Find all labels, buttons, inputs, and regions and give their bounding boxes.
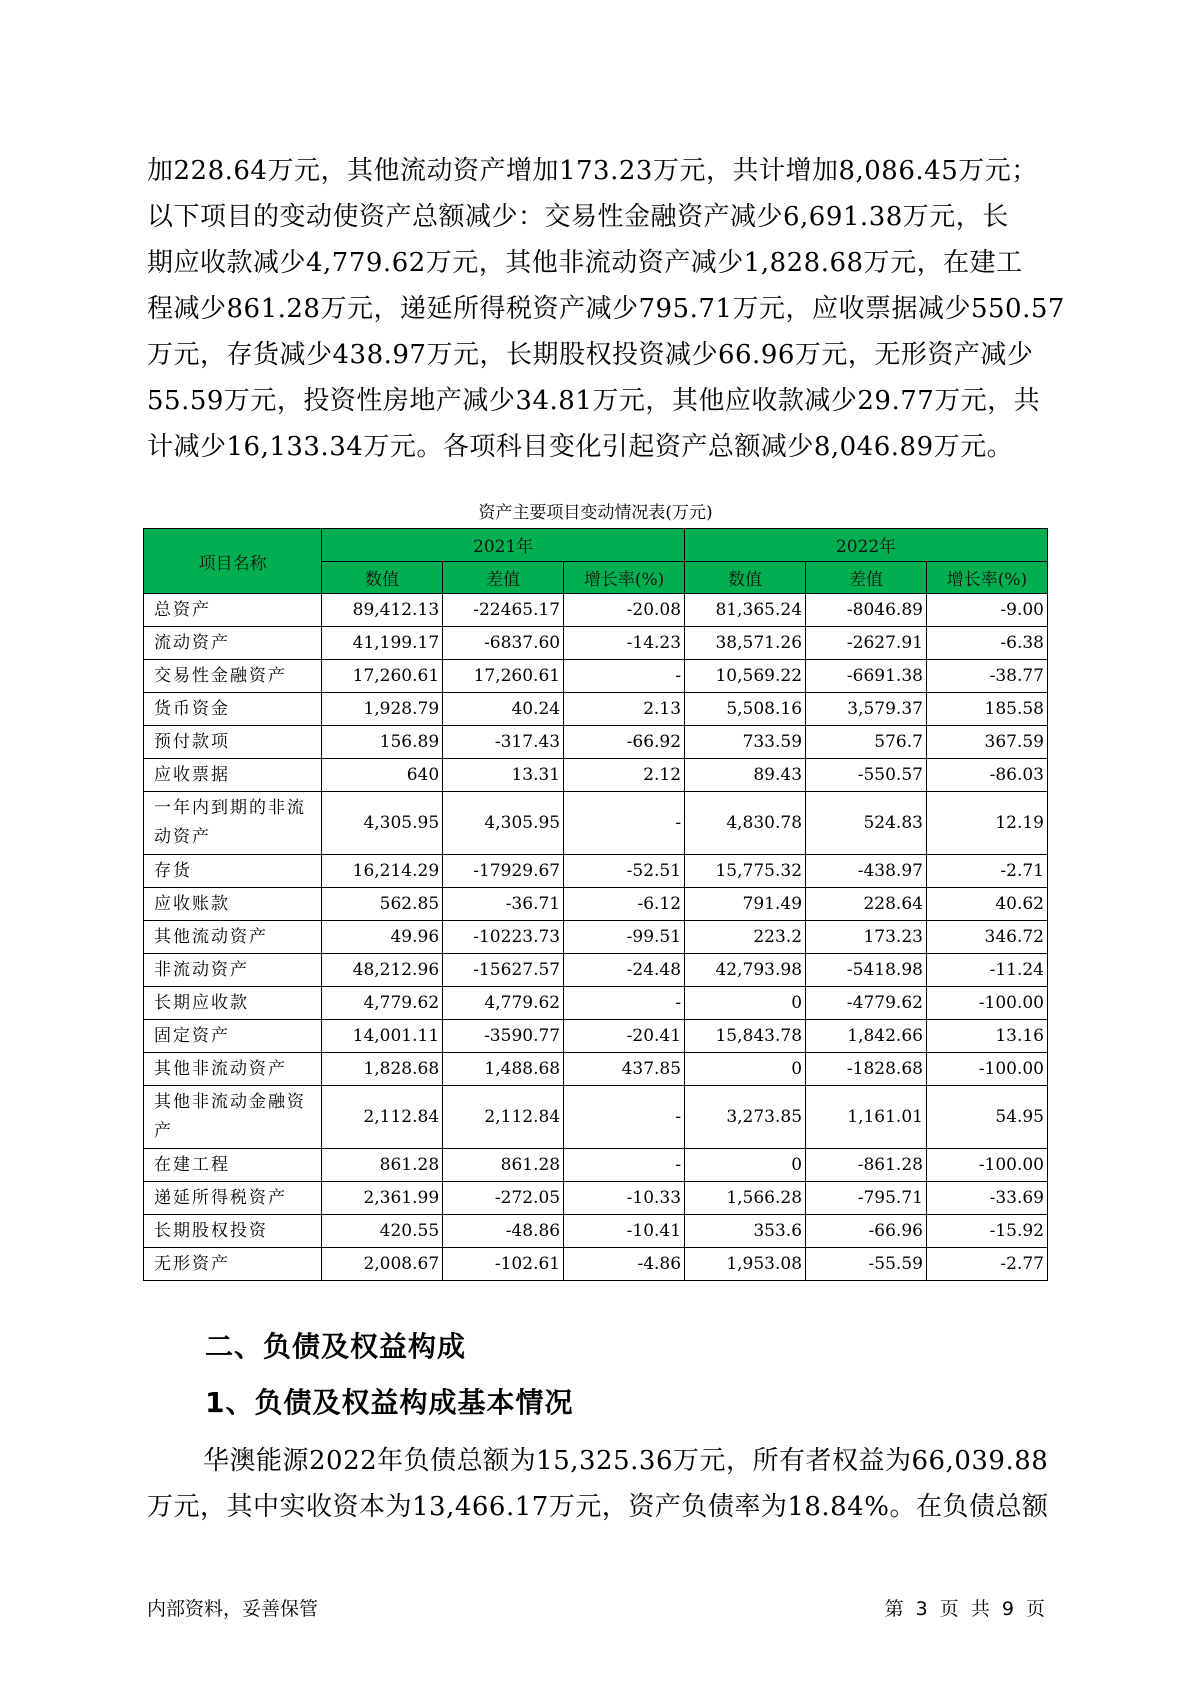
table-cell: 40.24: [443, 693, 564, 726]
table-cell: 1,161.01: [806, 1086, 927, 1149]
row-item-name: 非流动资产: [144, 954, 322, 987]
row-item-name: 应收票据: [144, 759, 322, 792]
table-cell: -10.33: [564, 1182, 685, 1215]
table-row: [144, 627, 1048, 660]
table-cell: -55.59: [806, 1248, 927, 1281]
footer-confidential-note: 内部资料，妥善保管: [147, 1598, 319, 1620]
table-cell: -4.86: [564, 1248, 685, 1281]
table-cell: 185.58: [926, 693, 1047, 726]
table-cell: 89,412.13: [322, 594, 443, 627]
table-cell: -22465.17: [443, 594, 564, 627]
table-row: [144, 921, 1048, 954]
table-row: [144, 1215, 1048, 1248]
table-cell: -15.92: [926, 1215, 1047, 1248]
table-cell: 640: [322, 759, 443, 792]
table-cell: 861.28: [322, 1149, 443, 1182]
table-cell: 89.43: [685, 759, 806, 792]
header-item-name: 项目名称: [144, 529, 322, 594]
table-cell: -438.97: [806, 855, 927, 888]
table-row: [144, 759, 1048, 792]
table-cell: -20.08: [564, 594, 685, 627]
table-cell: -5418.98: [806, 954, 927, 987]
table-row: [144, 660, 1048, 693]
table-cell: 2,112.84: [322, 1086, 443, 1149]
table-cell: -2.77: [926, 1248, 1047, 1281]
table-cell: -861.28: [806, 1149, 927, 1182]
table-cell: -52.51: [564, 855, 685, 888]
table-cell: -17929.67: [443, 855, 564, 888]
table-cell: 0: [685, 987, 806, 1020]
table-cell: 41,199.17: [322, 627, 443, 660]
table-cell: -100.00: [926, 987, 1047, 1020]
table-cell: 1,928.79: [322, 693, 443, 726]
table-row: [144, 888, 1048, 921]
table-row: [144, 1086, 1048, 1149]
table-cell: -: [564, 792, 685, 855]
row-item-name: 递延所得税资产: [144, 1182, 322, 1215]
table-cell: -99.51: [564, 921, 685, 954]
table-cell: -10223.73: [443, 921, 564, 954]
header-year-2022: 2022年: [685, 529, 1048, 562]
table-cell: -2.71: [926, 855, 1047, 888]
table-cell: 576.7: [806, 726, 927, 759]
table-cell: 1,566.28: [685, 1182, 806, 1215]
table-cell: 733.59: [685, 726, 806, 759]
subsection-heading: 1、负债及权益构成基本情况: [205, 1386, 574, 1419]
table-cell: 0: [685, 1053, 806, 1086]
table-cell: -6.38: [926, 627, 1047, 660]
header-diff-2022: 差值: [806, 561, 927, 594]
section-heading: 二、负债及权益构成: [205, 1330, 467, 1363]
table-cell: -9.00: [926, 594, 1047, 627]
table-row: [144, 726, 1048, 759]
table-cell: 562.85: [322, 888, 443, 921]
table-cell: 228.64: [806, 888, 927, 921]
table-cell: 49.96: [322, 921, 443, 954]
table-cell: 2,112.84: [443, 1086, 564, 1149]
table-cell: -: [564, 1149, 685, 1182]
table-cell: 367.59: [926, 726, 1047, 759]
table-cell: -100.00: [926, 1053, 1047, 1086]
table-cell: 15,775.32: [685, 855, 806, 888]
table-cell: -24.48: [564, 954, 685, 987]
row-item-name: 固定资产: [144, 1020, 322, 1053]
table-cell: -: [564, 987, 685, 1020]
row-item-name: 其他流动资产: [144, 921, 322, 954]
table-cell: -66.92: [564, 726, 685, 759]
row-item-name: 预付款项: [144, 726, 322, 759]
table-cell: 3,273.85: [685, 1086, 806, 1149]
table-cell: 3,579.37: [806, 693, 927, 726]
table-cell: 420.55: [322, 1215, 443, 1248]
table-cell: -: [564, 1086, 685, 1149]
table-cell: -272.05: [443, 1182, 564, 1215]
row-item-name: 一年内到期的非流动资产: [144, 792, 322, 855]
header-value-2021: 数值: [322, 561, 443, 594]
header-value-2022: 数值: [685, 561, 806, 594]
paragraph-line: 华澳能源2022年负债总额为15,325.36万元，所有者权益为66,039.88: [203, 1446, 1049, 1476]
row-item-name: 长期股权投资: [144, 1215, 322, 1248]
table-cell: -2627.91: [806, 627, 927, 660]
table-cell: -100.00: [926, 1149, 1047, 1182]
paragraph-line: 以下项目的变动使资产总额减少：交易性金融资产减少6,691.38万元，长: [147, 202, 1009, 232]
table-cell: 48,212.96: [322, 954, 443, 987]
table-cell: -66.96: [806, 1215, 927, 1248]
table-cell: -11.24: [926, 954, 1047, 987]
table-cell: 4,830.78: [685, 792, 806, 855]
table-cell: -48.86: [443, 1215, 564, 1248]
table-cell: -317.43: [443, 726, 564, 759]
table-cell: -550.57: [806, 759, 927, 792]
table-cell: 1,842.66: [806, 1020, 927, 1053]
table-cell: -14.23: [564, 627, 685, 660]
table-cell: 4,779.62: [322, 987, 443, 1020]
paragraph-line: 期应收款减少4,779.62万元，其他非流动资产减少1,828.68万元，在建工: [147, 248, 1023, 278]
row-item-name: 流动资产: [144, 627, 322, 660]
row-item-name: 交易性金融资产: [144, 660, 322, 693]
table-cell: 173.23: [806, 921, 927, 954]
table-cell: -15627.57: [443, 954, 564, 987]
row-item-name: 其他非流动资产: [144, 1053, 322, 1086]
table-cell: 16,214.29: [322, 855, 443, 888]
header-year-2021: 2021年: [322, 529, 685, 562]
table-body: [144, 594, 1048, 1281]
table-cell: 1,953.08: [685, 1248, 806, 1281]
paragraph-line: 程减少861.28万元，递延所得税资产减少795.71万元，应收票据减少550.57: [147, 294, 1065, 324]
row-item-name: 货币资金: [144, 693, 322, 726]
table-row: [144, 954, 1048, 987]
table-row: [144, 1182, 1048, 1215]
paragraph-line: 万元，存货减少438.97万元，长期股权投资减少66.96万元，无形资产减少: [147, 340, 1034, 370]
table-cell: -38.77: [926, 660, 1047, 693]
table-cell: -10.41: [564, 1215, 685, 1248]
table-cell: 2,008.67: [322, 1248, 443, 1281]
row-item-name: 其他非流动金融资产: [144, 1086, 322, 1149]
table-caption: 资产主要项目变动情况表(万元): [478, 503, 713, 523]
table-cell: 4,305.95: [322, 792, 443, 855]
row-item-name: 应收账款: [144, 888, 322, 921]
row-item-name: 无形资产: [144, 1248, 322, 1281]
paragraph-line: 计减少16,133.34万元。各项科目变化引起资产总额减少8,046.89万元。: [147, 432, 1014, 462]
table-row: [144, 1020, 1048, 1053]
table-cell: -8046.89: [806, 594, 927, 627]
table-cell: 40.62: [926, 888, 1047, 921]
table-cell: 2.12: [564, 759, 685, 792]
table-cell: -: [564, 660, 685, 693]
paragraph-line: 加228.64万元，其他流动资产增加173.23万元，共计增加8,086.45万元；: [147, 156, 1038, 186]
table-cell: 1,828.68: [322, 1053, 443, 1086]
intro-paragraph: [147, 148, 1065, 470]
table-cell: 861.28: [443, 1149, 564, 1182]
table-row: [144, 1248, 1048, 1281]
table-cell: 13.31: [443, 759, 564, 792]
table-cell: 15,843.78: [685, 1020, 806, 1053]
table-cell: -4779.62: [806, 987, 927, 1020]
table-row: [144, 792, 1048, 855]
table-cell: -86.03: [926, 759, 1047, 792]
paragraph-line: 万元，其中实收资本为13,466.17万元，资产负债率为18.84%。在负债总额: [147, 1492, 1049, 1522]
closing-paragraph: [147, 1438, 1047, 1530]
table-cell: 81,365.24: [685, 594, 806, 627]
table-cell: 2,361.99: [322, 1182, 443, 1215]
table-row: [144, 987, 1048, 1020]
table-row: [144, 1053, 1048, 1086]
table-row: [144, 855, 1048, 888]
table-cell: 156.89: [322, 726, 443, 759]
table-cell: 5,508.16: [685, 693, 806, 726]
table-cell: 38,571.26: [685, 627, 806, 660]
table-cell: 4,779.62: [443, 987, 564, 1020]
table-cell: 4,305.95: [443, 792, 564, 855]
table-cell: 0: [685, 1149, 806, 1182]
table-cell: 14,001.11: [322, 1020, 443, 1053]
table-cell: -20.41: [564, 1020, 685, 1053]
row-item-name: 总资产: [144, 594, 322, 627]
asset-change-table: [143, 528, 1048, 1281]
row-item-name: 长期应收款: [144, 987, 322, 1020]
table-cell: -1828.68: [806, 1053, 927, 1086]
table-row: [144, 693, 1048, 726]
table-cell: 13.16: [926, 1020, 1047, 1053]
table-cell: 17,260.61: [322, 660, 443, 693]
table-row: [144, 594, 1048, 627]
table-cell: 223.2: [685, 921, 806, 954]
table-cell: -6691.38: [806, 660, 927, 693]
table-cell: 437.85: [564, 1053, 685, 1086]
paragraph-line: 55.59万元，投资性房地产减少34.81万元，其他应收款减少29.77万元，共: [147, 386, 1041, 416]
table-cell: -6.12: [564, 888, 685, 921]
header-diff-2021: 差值: [443, 561, 564, 594]
table-cell: 1,488.68: [443, 1053, 564, 1086]
table-cell: -3590.77: [443, 1020, 564, 1053]
table-cell: 353.6: [685, 1215, 806, 1248]
table-cell: 346.72: [926, 921, 1047, 954]
table-cell: 791.49: [685, 888, 806, 921]
row-item-name: 存货: [144, 855, 322, 888]
table-cell: -33.69: [926, 1182, 1047, 1215]
footer-page-number: 第 3 页 共 9 页: [884, 1598, 1048, 1620]
header-growth-2021: 增长率(%): [564, 561, 685, 594]
table-cell: 10,569.22: [685, 660, 806, 693]
table-cell: 524.83: [806, 792, 927, 855]
table-cell: 54.95: [926, 1086, 1047, 1149]
table-cell: 17,260.61: [443, 660, 564, 693]
header-growth-2022: 增长率(%): [926, 561, 1047, 594]
row-item-name: 在建工程: [144, 1149, 322, 1182]
table-cell: -36.71: [443, 888, 564, 921]
table-row: [144, 1149, 1048, 1182]
table-cell: 42,793.98: [685, 954, 806, 987]
table-cell: -795.71: [806, 1182, 927, 1215]
table-cell: 12.19: [926, 792, 1047, 855]
table-cell: -102.61: [443, 1248, 564, 1281]
table-cell: -6837.60: [443, 627, 564, 660]
table-cell: 2.13: [564, 693, 685, 726]
